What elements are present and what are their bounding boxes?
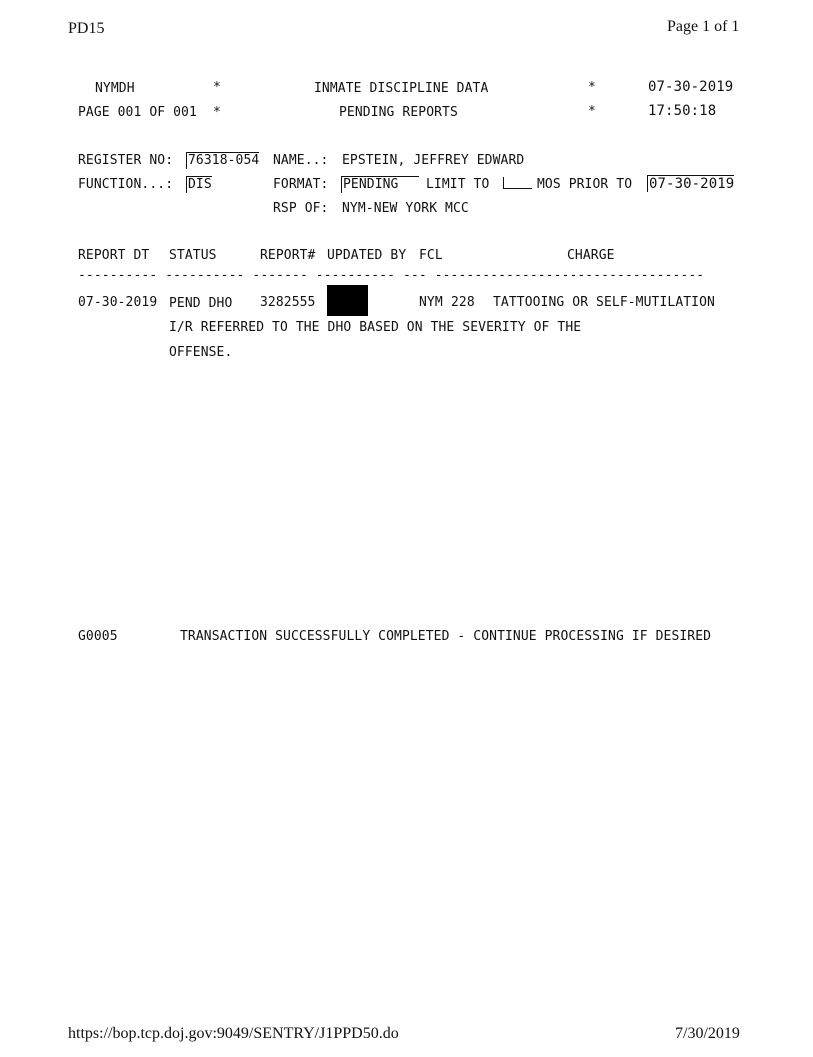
col-report-dt: REPORT DT (78, 248, 150, 263)
screen-date: 07-30-2019 (648, 79, 734, 95)
message-code: G0005 (78, 629, 118, 644)
screen-title: INMATE DISCIPLINE DATA (314, 81, 489, 96)
page-info: PAGE 001 OF 001 (78, 105, 197, 120)
header-star-3: * (213, 105, 221, 120)
footer-print-date: 7/30/2019 (675, 1025, 740, 1042)
report-note-line2: OFFENSE. (169, 345, 233, 360)
report-fcl: NYM (419, 295, 443, 310)
redaction-block (327, 285, 368, 316)
report-note-line1: I/R REFERRED TO THE DHO BASED ON THE SEVERITY OF THE (169, 320, 582, 335)
col-updated-by: UPDATED BY (327, 248, 407, 263)
report-status: PEND DHO (169, 296, 233, 311)
report-charge: TATTOOING OR SELF-MUTILATION (493, 295, 715, 310)
system-id: NYMDH (95, 81, 135, 96)
limit-label: LIMIT TO (426, 177, 490, 192)
form-code: PD15 (68, 20, 105, 37)
report-date: 07-30-2019 (78, 295, 158, 310)
col-charge: CHARGE (567, 248, 615, 263)
footer-url: https://bop.tcp.doj.gov:9049/SENTRY/J1PPD50.do (68, 1025, 399, 1042)
header-star-1: * (213, 80, 221, 95)
screen-time: 17:50:18 (648, 103, 717, 119)
function-label: FUNCTION...: (78, 177, 174, 192)
header-star-4: * (588, 104, 596, 119)
register-label: REGISTER NO: (78, 153, 174, 168)
status-message: TRANSACTION SUCCESSFULLY COMPLETED - CONTINUE PROCESSING IF DESIRED (180, 629, 712, 644)
function-field[interactable]: DIS (188, 177, 212, 192)
format-field[interactable]: PENDING (341, 176, 419, 193)
prior-date-field[interactable]: 07-30-2019 (649, 176, 735, 192)
col-status: STATUS (169, 248, 217, 263)
rsp-label: RSP OF: (273, 201, 329, 216)
mos-prior-label: MOS PRIOR TO (537, 177, 633, 192)
column-separator: ---------- ---------- ------- ---------- --- ---------------------------------- (78, 268, 705, 283)
name-label: NAME..: (273, 153, 329, 168)
header-star-2: * (588, 80, 596, 95)
screen-subtitle: PENDING REPORTS (339, 105, 458, 120)
rsp-value: NYM-NEW YORK MCC (342, 201, 469, 216)
report-code: 228 (451, 295, 475, 310)
report-number: 3282555 (260, 295, 316, 310)
page-count: Page 1 of 1 (667, 18, 740, 35)
col-report-no: REPORT# (260, 248, 316, 263)
limit-months-field[interactable] (503, 176, 532, 192)
format-label: FORMAT: (273, 177, 329, 192)
col-fcl: FCL (419, 248, 443, 263)
name-value: EPSTEIN, JEFFREY EDWARD (342, 153, 525, 168)
register-field[interactable]: 76318-054 (188, 153, 260, 168)
